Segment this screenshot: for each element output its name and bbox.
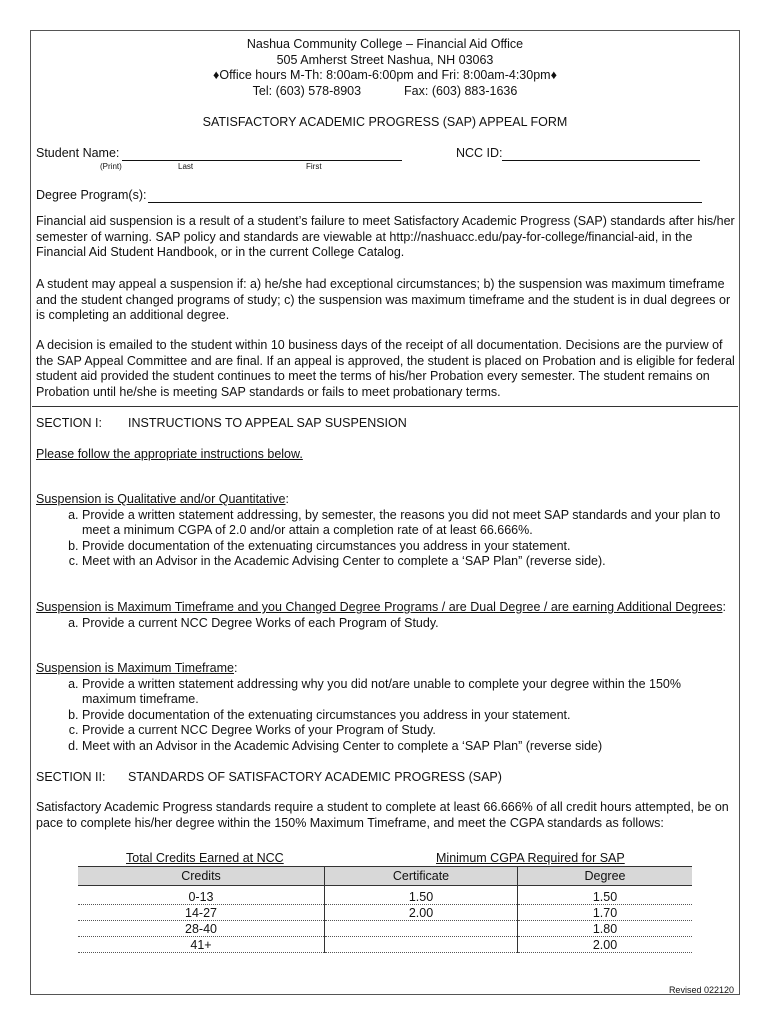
cell-credits: 41+: [78, 937, 325, 953]
office-hours: ♦Office hours M-Th: 8:00am-6:00pm and Fri: 8:00am-4:30pm♦: [213, 68, 557, 82]
tel: Tel: (603) 578-8903: [252, 83, 362, 98]
divider: [32, 406, 738, 407]
list-item: c. Provide a current NCC Degree Works of your Program of Study.: [82, 723, 736, 739]
degree-field[interactable]: [148, 188, 702, 203]
student-name-field[interactable]: [122, 146, 402, 161]
last-hint: Last: [178, 162, 194, 171]
group2-title: Suspension is Maximum Timeframe and you Changed Degree Programs / are Dual Degree / are earning Additional Degrees: [36, 600, 723, 614]
cell-credits: 0-13: [78, 886, 325, 905]
cell-certificate: 2.00: [325, 905, 518, 921]
cell-degree: 1.70: [518, 905, 693, 921]
group-qualitative: Suspension is Qualitative and/or Quantitative: a. Provide a written statement addressing, by semester, the reasons you did not meet SAP standards and your plan to meet a minimum CGPA of 2.0 and/or attain a completion rate of at least 66.666%. b. Provide documentation of the extenuating circumstances you address in your statement. c. Meet with an Advisor in the Academic Advising Center to complete a ‘SAP Plan” (reverse side).: [36, 492, 736, 570]
table-caption-credits: Total Credits Earned at NCC: [126, 851, 284, 865]
group-max-timeframe: Suspension is Maximum Timeframe: a. Provide a written statement addressing why you did not/are unable to complete your degree within the 150% maximum timeframe. b. Provide documentation of the extenuating circumstances you address in your statement. c. Provide a current NCC Degree Works of your Program of Study. d. Meet with an Advisor in the Academic Advising Center to complete a ‘SAP Plan” (reverse side): [36, 661, 736, 754]
section2-text: Satisfactory Academic Progress standards require a student to complete at least 66.666% of all credit hours attempted, be on pace to complete his/her degree within the 150% Maximum Timeframe, and meet the CGPA standards as follows:: [36, 800, 729, 830]
cell-degree: 2.00: [518, 937, 693, 953]
fax: Fax: (603) 883-1636: [404, 83, 518, 98]
table-row: [78, 886, 692, 905]
section1-instruction: Please follow the appropriate instructions below.: [36, 447, 303, 461]
cell-certificate: [325, 937, 518, 953]
paragraph-decision: A decision is emailed to the student within 10 business days of the receipt of all documentation. Decisions are the purview of the SAP Appeal Committee and are final. If an appeal is approved, the student is placed on Probation and is eligible for federal student aid provided the student continues to meet the terms of his/her Probation every semester. The student remains on Probation until he/she is meeting SAP standards or fails to meet probationary terms.: [36, 338, 735, 399]
cell-degree: 1.80: [518, 921, 693, 937]
degree-label: Degree Program(s):: [36, 188, 147, 202]
group3-title: Suspension is Maximum Timeframe: [36, 661, 234, 675]
group1-title: Suspension is Qualitative and/or Quantitative: [36, 492, 286, 506]
contact-line: [30, 84, 740, 100]
sap-standards-table: [78, 866, 692, 953]
table-caption-cgpa: Minimum CGPA Required for SAP: [436, 851, 625, 865]
paragraph-appeal-conditions: A student may appeal a suspension if: a) he/she had exceptional circumstances; b) the suspension was maximum timeframe and the student changed programs of study; c) the suspension was maximum timeframe and the student is in dual degrees or is completing an additional degree.: [36, 277, 731, 322]
table-row: [78, 937, 692, 953]
letterhead: [30, 37, 740, 99]
revision-note: Revised 022120: [668, 985, 734, 995]
list-item: d. Meet with an Advisor in the Academic Advising Center to complete a ‘SAP Plan” (reverse side): [82, 739, 736, 755]
col-credits: Credits: [78, 867, 325, 886]
office-name: Nashua Community College – Financial Aid Office: [246, 37, 524, 51]
table-header-row: [78, 867, 692, 886]
group-changed-programs: Suspension is Maximum Timeframe and you Changed Degree Programs / are Dual Degree / are earning Additional Degrees: a. Provide a current NCC Degree Works of each Program of Study.: [36, 600, 746, 631]
section1-title: INSTRUCTIONS TO APPEAL SAP SUSPENSION: [128, 416, 407, 430]
list-item: a. Provide a written statement addressing why you did not/are unable to complete your degree within the 150% maximum timeframe.: [82, 677, 736, 708]
cell-credits: 28-40: [78, 921, 325, 937]
ncc-id-label: NCC ID:: [456, 146, 503, 160]
form-title: SATISFACTORY ACADEMIC PROGRESS (SAP) APPEAL FORM: [202, 115, 568, 129]
list-item: b. Provide documentation of the extenuating circumstances you address in your statement.: [82, 539, 736, 555]
first-hint: First: [306, 162, 322, 171]
table-row: [78, 921, 692, 937]
list-item: b. Provide documentation of the extenuating circumstances you address in your statement.: [82, 708, 736, 724]
col-degree: Degree: [518, 867, 693, 886]
list-item: a. Provide a current NCC Degree Works of each Program of Study.: [82, 616, 746, 632]
col-certificate: Certificate: [325, 867, 518, 886]
cell-degree: 1.50: [518, 886, 693, 905]
address: 505 Amherst Street Nashua, NH 03063: [276, 52, 494, 67]
print-hint: (Print): [100, 162, 122, 171]
paragraph-suspension: Financial aid suspension is a result of a student’s failure to meet Satisfactory Academic Progress (SAP) standards after his/her semester of warning. SAP policy and standards are viewable at http://nashuacc.edu/pay-for-college/financial-aid, in the Financial Aid Student Handbook, or in the current College Catalog.: [36, 214, 735, 259]
student-name-label: Student Name:: [36, 146, 120, 160]
list-item: c. Meet with an Advisor in the Academic Advising Center to complete a ‘SAP Plan” (reverse side).: [82, 554, 736, 570]
table-row: [78, 905, 692, 921]
section2-title: STANDARDS OF SATISFACTORY ACADEMIC PROGRESS (SAP): [128, 770, 502, 784]
section2-label: SECTION II:: [36, 770, 106, 784]
cell-certificate: [325, 921, 518, 937]
ncc-id-field[interactable]: [502, 146, 700, 161]
section1-label: SECTION I:: [36, 416, 102, 430]
cell-credits: 14-27: [78, 905, 325, 921]
list-item: a. Provide a written statement addressing, by semester, the reasons you did not meet SAP standards and your plan to meet a minimum CGPA of 2.0 and/or attain a completion rate of at least 66.666%.: [82, 508, 736, 539]
cell-certificate: 1.50: [325, 886, 518, 905]
